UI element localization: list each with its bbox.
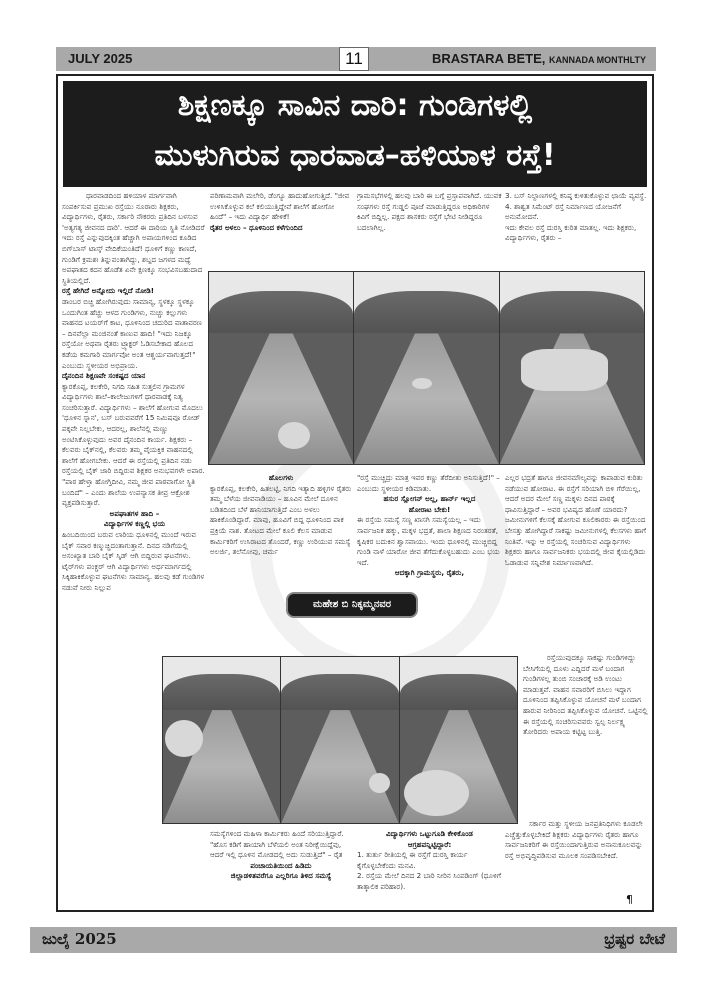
subheading: ಅಪಘಾತಗಳ ಹಾದಿ –	[109, 508, 160, 518]
subheading: ಆದಕ್ಕಾಗಿ ಗ್ರಾಮಸ್ಥರು, ರೈತರು,	[394, 568, 465, 578]
subheading: ಜಿಲ್ಲಾಡಳಿತವರೆಗೂ ಎಲ್ಲರಿಗೂ ತಿಳಿದ ಸಮಸ್ಯೆ	[230, 871, 332, 881]
road-photo	[400, 657, 517, 823]
paragraph: ಸಮಸ್ಯೆಗಳಿಂದ ಮಹಿಳಾ ಕಾರ್ಮಿಕರು ಹಿಂದೆ ಸರಿಯುತ್ತಿದ್ದಾರೆ. "ಹೊಸ ಕಡಿಗೆ ಹಾಯಾಗಿ ಬೆಳೆಯಲಿ ಅಂತ ನಿರೀಕ್ಷೆಯಿದ್ದೆವು, ಆದರೆ ಇಲ್ಲಿ ಧೂಳಿನ ಮೋಡದಲ್ಲಿ ಅದು ಸುಡುತ್ತಿದೆ" – ರೈತ	[210, 829, 344, 860]
column-4-top	[505, 191, 648, 271]
subheading: ಹಸುರ ಸ್ಲೋಗನ್ ಅಲ್ಲ, ಹಾರ್ನ್ ಇಲ್ಲದ	[383, 494, 476, 504]
headline-line-1: ಶಿಕ್ಷಣಕ್ಕೂ ಸಾವಿನ ದಾರಿ: ಗುಂಡಿಗಳಲ್ಲಿ	[177, 88, 533, 123]
subheading: ವಿದ್ಯಾರ್ಥಿಗಳು ಒಟ್ಟುಗೂಡಿ ಕೇಳಿಕೊಂಡ	[386, 829, 473, 838]
column-4-narrow	[523, 653, 648, 819]
subheading: ದೈನಂದಿನ ಶಿಕ್ಷಣವೇ ಸಂಕಷ್ಟದ ಯಾನ	[62, 371, 146, 381]
road-photo	[281, 657, 399, 823]
paragraph: ರಸ್ತೆಯುವುದಕ್ಕೂ ಸಾಕಷ್ಟು ಗುಂಡಿಗಳಿದ್ದು ಬೇಸಿಗೆಯಲ್ಲಿ ದೂಳು ಎದ್ದಿದರೆ ಮಳೆ ಬಂದಾಗ ಗುಂಡಿಗಳಲ್ಲ ತುಂಬಿ ಸಂಚಾರಕ್ಕೆ ಅಡಿ ಉಂಟು ಮಾಡುತ್ತವೆ. ವಾಹನ ಸವಾರರಿಗೆ ಬಿಸಿಲು ಇದ್ದಾಗ ದೂಳಿನಿಂದ ತಪ್ಪಿಸಿಕೊಳ್ಳುವ ಯೋಚನೆ ಮಳೆ ಬಂದಾಗ ಹಾರುವ ನೀರಿನಿಂದ ತಪ್ಪಿಸಿಕೊಳ್ಳುವ ಯೋಚನೆ. ಒಟ್ಟಿನಲ್ಲಿ ಈ ರಸ್ತೆಯಲ್ಲಿ ಸಂಚರಿಸುವವರು ಸ್ವಲ್ಪ ನಿರ್ಲಕ್ಷ್ಯ ತೋರಿದರು ಅಪಾಯ ಕಟ್ಟಿಟ್ಟ ಬುತ್ತಿ.	[523, 653, 648, 737]
subheading: ಹೊಲಗಳು	[268, 473, 294, 482]
paragraph: ಡಾಂಬರ ಬಿಚ್ಚಿ ಹೋಗಿರುವುದು ಸಾಮಾನ್ಯ, ಸ್ಥಳಕ್ಕೂ ಸ್ಥಳಕ್ಕೂ ಒಂದುಗಿಂತ ಹೆಚ್ಚು ಆಳದ ಗುಂಡಿಗಳು, ನುಚ್ಚು ಕಲ್ಲುಗಳು ವಾಹನದ ಟಯರ್‌ಗೆ ಕಾಟ, ಧೂಳಿನಿಂದ ಚದುರಿದ ವಾತಾವರಣ – ದಿನವೆಲ್ಲಾ ಮಂಜಿನಂತೆ ಕಾಣುವ ಹಾದಿ! "ಇದು ನಿಜಕ್ಕೂ ರಸ್ತೆಯೋ ಅಥವಾ ರೈತರು ಟ್ರ್ಯಾಕ್ಟರ್ ಓಡಿಸಬೇಕಾದ ಹೊಲದ ಕಡೆಯ ಕಮಗಾರಿ ಮಾರ್ಗವೋ ಅಂತ ಆಶ್ಚರ್ಯವಾಗುತ್ತದೆ!" ಎಂಬುದು ಸ್ಥಳೀಯರ ಅಭಿಪ್ರಾಯ.	[62, 296, 202, 370]
subheading: ವಿದ್ಯಾರ್ಥಿಗಳ ಕಣ್ಣಲ್ಲಿ ಭಯ	[103, 519, 166, 529]
paragraph: ಸರ್ಕಾರ ಮತ್ತು ಸ್ಥಳೀಯ ಜನಪ್ರತಿನಿಧಿಗಳು ಕೂಡಲೇ ಎಚ್ಚೆತ್ತುಕೊಳ್ಳಬೇಕಿದೆ ಶಿಕ್ಷಕರು ವಿದ್ಯಾರ್ಥಿಗಳು ರೈತರು ಹಾಗೂ ಸಾರ್ವಜನಿಕರಿಗೆ ಈ ರಸ್ತೆಯಿಂದಾಗುತ್ತಿರುವ ಅನಾನುಕೂಲವನ್ನು ರಸ್ತೆ ಅಭಿವೃದ್ಧಿಪಡಿಸುವ ಮೂಲಕ ಸಂಪಡಿಸಬೇಕಿದೆ.	[505, 819, 643, 860]
list-item: 3. ಬಸ್ ನಿಲ್ದಾಣಗಳಲ್ಲಿ ಕನಿಷ್ಠ ಕುಳಿತುಕೊಳ್ಳುವ ಛಾಯೆ ವ್ಯವಸ್ಥೆ.	[505, 191, 647, 200]
paragraph: ಗ್ರಾಮಸಭೆಗಳಲ್ಲಿ ಹಲವು ಬಾರಿ ಈ ಬಗ್ಗೆ ಪ್ರಸ್ತಾಪವಾಗಿದೆ. ಯುವಕ ಸಂಘಗಳು ರಸ್ತೆ ಗುಡ್ಡಲಿ ಪೂಜೆ ಮಾಡುತ್ತಿದ್ದರೂ ಅಧಿಕಾರಿಗಳ ಕಿವಿಗೆ ಬಿದ್ದಿಲ್ಲ. ಪಕ್ಷದ ಶಾಸಕರು ರಸ್ತೆಗೆ ಭೇಟಿ ನೀಡಿದ್ದರೂ ಬದಲಾಗಿಲ್ಲ.	[357, 191, 502, 232]
brand-name: BRASTARA BETE,	[431, 51, 546, 66]
page-header-bar	[56, 47, 656, 71]
author-byline: ಮಹೇಶ ಬಿ ನಿಕ್ಕಮ್ಮನವರ	[286, 592, 418, 618]
footer-date: ಜುಲೈ 2025	[42, 930, 117, 948]
paragraph: ಹಿಂಬದಿಯಿಂದ ಬರುವ ಲಾರಿಯ ಧೂಳಿನಲ್ಲಿ ಮುಂದೆ ಇರುವ ಬೈಕ್ ಸವಾರ ಕಣ್ಮುಚ್ಚಿದಂತಾಗುತ್ತಾನೆ. ದಿನದ ನಡಿಗೆಯಲ್ಲಿ ಅಸಂಖ್ಯಾತ ಬಾರಿ ಬೈಕ್ ಸ್ಕಿಡ್ ಆಗಿ ಬಿದ್ದಿರುವ ಘಟನೆಗಳು. ಟೈರ್‌ಗಳು ಪಂಕ್ಚರ್ ಆಗಿ ವಿದ್ಯಾರ್ಥಿಗಳು ಅರ್ಧಮಾರ್ಗದಲ್ಲಿ ಸಿಕ್ಕಿಹಾಕಿಕೊಳ್ಳುವ ಘಟನೆಗಳು ಸಾಮಾನ್ಯ. ಹಲವು ಕಡೆ ಗುಂಡಿಗಳ ನಡುವೆ ನೀರು ನಿಲ್ಲುವ	[62, 530, 205, 592]
subheading: ಪಂಚಾಯತಿಯಿಂದ ಹಿಡಿದು	[250, 860, 312, 870]
subheading: ರಸ್ತೆ ಹೇಗಿದೆ ಅನ್ನೋದು ಇಲ್ಲಿದೆ ನೋಡಿ!	[62, 286, 155, 296]
column-4-middle	[505, 473, 648, 653]
column-2-bottom	[210, 829, 352, 907]
paragraph: ಪರಿಣಾಮವಾಗಿ ಮಲೇರಿ, ಡೆಂಗ್ಯೂ ಹಾದುಹೋಗುತ್ತಿದೆ. "ಜೀವ ಉಳಿಸಿಕೊಳ್ಳುವ ಕಲೆ ಕಲಿಯುತ್ತಿದ್ದೇವೆ ಶಾಲೆಗೆ ಹೋಗೋ ಹಿಂದೆ" – ಇದು ವಿದ್ಯಾರ್ಥಿ ಹೇಳಿಕೆ!	[210, 191, 350, 222]
paragraph: ಧಾರವಾಡದಿಂದ ಹಳಿಯಾಳ ಮಾರ್ಗವಾಗಿ ಸಂಪರ್ಕಿಸುವ ಪ್ರಮುಖ ರಸ್ತೆಯು ನೂರಾರು ಶಿಕ್ಷಕರು, ವಿದ್ಯಾರ್ಥಿಗಳು, ರೈತರು, ಸರ್ಕಾರಿ ನೌಕರರು ಪ್ರತಿದಿನ ಬಳಸುವ 'ಅತ್ಯಗತ್ಯ ಜೀವನದ ದಾರಿ'. ಆದರೆ ಈ ದಾರಿಯ ಸ್ಥಿತಿ ನೋಡಿದರೆ ಇದು ರಸ್ತೆ ಎನ್ನುವುದಕ್ಕಿಂತ ಹೆಚ್ಚಾಗಿ ಅಪಾಯಗಳಿಂದ ಕೂಡಿದ ಬಿಗ್‌ಬಾಸ್ ಟಾಸ್ಕ್ ವೇದಿಕೆಯಂತಿದೆ! ಧೂಳಿಗೆ ಕಣ್ಣು ಕಾಣದೆ, ಗುಂಡಿಗೆ ಕ್ರಮಶಃ ತಿನ್ನುವಂತಾಗಿದ್ದು, ಶಬ್ದದ ಜಗಳದ ಮಧ್ಯೆ ಅಪಘಾತದ ಕದನ ಹೊಡೆತ ಏನೇ ಕ್ಷಣಕ್ಕೂ ಸಂಭವಿಸಬಹುದಾದ ಸ್ಥಿತಿಯಲ್ಲಿದೆ.	[62, 191, 205, 285]
road-photo	[500, 272, 644, 464]
list-item: 1. ತುರ್ತು ರೀತಿಯಲ್ಲಿ ಈ ರಸ್ತೆಗೆ ದುರಸ್ತಿ ಕಾರ್ಯ ಕೈಗೊಳ್ಳಬೇಕೆಂದು ಮನವಿ.	[357, 850, 468, 870]
road-photo	[209, 272, 354, 464]
subheading: ಆಗ್ರಹವನ್ನಿಟ್ಟಿದ್ದಾರೆ:	[407, 839, 452, 849]
column-3-middle	[357, 473, 502, 649]
paragraph: ಎಲ್ಲರ ಭದ್ರತೆ ಹಾಗೂ ಜೀವನಮೌಲ್ಯವನ್ನು ಕಾಪಾಡುವ ಕುರಿತು ನಡೆಯುವ ಹೋರಾಟ. ಈ ರಸ್ತೆಗೆ ಸರಿಯಾಗಿ ಬಿಳಿ ಗೆರೆಯಿಲ್ಲ, ಆದರೆ ಅದರ ಮೇಲೆ ಸಣ್ಣ ಮಕ್ಕಳು ದಿನದ ಪಾಠಕ್ಕೆ ಧಾವಿಸುತ್ತಿದ್ದಾರೆ – ಅವರ ಭವಿಷ್ಯದ ಹೊಣೆ ಯಾರದು? ಜಮೀನುಗಳಿಗೆ ಕೆಲಸಕ್ಕೆ ಹೋಗುವ ಕೂಲಿಕಾರರು ಈ ರಸ್ತೆಯಿಂದ ಬೇಸತ್ತು ಹೋಗಿದ್ದಾರೆ ಸಾಕಷ್ಟು ಜಮೀನುಗಳಲ್ಲಿ ಕೆಲಸಗಳು ಹಾಗೆ ನಿಂತಿವೆ. ಇನ್ನು ಆ ರಸ್ತೆಯಲ್ಲಿ ಸಂಚರಿಸುವ ವಿದ್ಯಾರ್ಥಿಗಳು ಶಿಕ್ಷಕರು ಹಾಗೂ ಸಾರ್ವಜನಿಕರು ಭಯದಲ್ಲಿ ಜೀವ ಕೈಯಲ್ಲಿಡಿದು ಓಡಾಡುವ ಸನ್ನಿವೇಶ ನಿರ್ಮಾಣವಾಗಿದೆ.	[505, 473, 647, 567]
headline	[63, 81, 647, 187]
photo-strip-top	[208, 271, 645, 465]
subheading: ರೈತರ ಅಳಲು – ಧೂಳಿನಿಂದ ಕಳೆಗುಂದಿದ	[210, 222, 303, 232]
paragraph: ಈ ರಸ್ತೆಯ ಸಮಸ್ಯೆ ಸಣ್ಣ ಖಾಸಗಿ ಸಮಸ್ಯೆಯಲ್ಲ – ಇದು ಸಾರ್ವಜನಿಕ ಹಕ್ಕು, ಮಕ್ಕಳ ಭದ್ರತೆ, ಶಾಲಾ ಶಿಕ್ಷಣದ ನಿರಂತರತೆ, ಕೃಷಿಕರ ಬದುಕಿನ ಶ್ವಾಸವಾಯು. ಇಂದು ಧೂಳಿನಲ್ಲಿ ಮುಚ್ಚಿಬಿದ್ದ ಗುಂಡಿ ನಾಳೆ ಯಾರೋ ಜೀವ ತೆಗೆದುಕೊಳ್ಳಬಹುದು ಎಂಬ ಭಯ ಇದೆ.	[357, 515, 500, 567]
header-brand	[432, 51, 646, 66]
paragraph: ಕ್ಯಾರಕೊಪ್ಪ, ಕಲಕೇರಿ, ಹಿತಲಟ್ಟಿ, ನಿಗದಿ ಇತ್ಯಾದಿ ಹಳ್ಳಿಗಳ ರೈತರು ತಮ್ಮ ಬೆಳೆಯ ಜೀವನಾಡಿಯು – ಹೂವಿನ ಮೇಲೆ ದೂಳಿನ ಬಡಿತದಿಂದ ಬೆಳೆ ಹಾನಿಯಾಗುತ್ತಿದೆ ಎಂಬ ಅಳಲು ಹಾಕಿಕೊಂಡಿದ್ದಾರೆ. ಮಾವು, ಹೂವಿಗೆ ಬಿದ್ದ ಧೂಳಿನಿಂದ ಪಾಕ ಪ್ರಕ್ರಿಯೆ ನಾಶ. ತೋಟದ ಮೇಲೆ ಕೂಲಿ ಕೆಲಸ ಮಾಡುವ ಕಾರ್ಮಿಕರಿಗೆ ಉಸಿರಾಟದ ತೊಂದರೆ, ಕಣ್ಣು ಉರಿಯುವ ಸಮಸ್ಯೆ ಅಲರ್ಜಿ, ತಲೆನೋವು, ಚರ್ಮ	[210, 483, 352, 557]
header-date: JULY 2025	[68, 51, 133, 66]
column-3-bottom	[357, 829, 502, 907]
column-3-top	[357, 191, 502, 271]
column-2-top	[210, 191, 352, 271]
paragraph: ಇದು ಕೇವಲ ರಸ್ತೆ ದುರಸ್ತಿ ಕುರಿತ ಮಾತಲ್ಲ. ಇದು ಶಿಕ್ಷಕರು, ವಿದ್ಯಾರ್ಥಿಗಳು, ರೈತರು –	[505, 222, 637, 243]
list-item: 2. ರಸ್ತೆಯ ಮೇಲೆ ದಿನದ 2 ಬಾರಿ ನೀರಿನ ಸಿಂಪಡಿಂಗ್ (ಧೂಳಿಗೆ ತಾತ್ಕಾಲಿಕ ಪರಿಹಾರ).	[357, 871, 502, 891]
page-footer-bar	[30, 927, 677, 953]
page-number: 11	[339, 47, 369, 71]
road-photo	[354, 272, 499, 464]
headline-line-2: ಮುಳುಗಿರುವ ಧಾರವಾಡ–ಹಳಿಯಾಳ ರಸ್ತೆ!	[154, 138, 556, 173]
column-2-middle	[210, 473, 352, 588]
photo-strip-bottom	[162, 656, 518, 824]
subheading: ಹೋರಾಟ ಬೇಕು!	[408, 504, 451, 514]
end-mark: ¶	[626, 893, 633, 906]
brand-subtitle: KANNADA MONTHLTY	[549, 55, 646, 65]
footer-brand: ಭ್ರಷ್ಟರ ಬೇಟೆ	[604, 930, 665, 948]
paragraph: ಕ್ಯಾರಕೊಪ್ಪ, ಕಲಕೇರಿ, ನಿಗದಿ ಸಹಿತ ಸುತ್ತಲಿನ ಗ್ರಾಮಗಳ ವಿದ್ಯಾರ್ಥಿಗಳು ಶಾಲೆ–ಕಾಲೇಜುಗಳಿಗೆ ಧಾರವಾಡಕ್ಕೆ ನಿತ್ಯ ಸಂಚರಿಸುತ್ತಾರೆ. ವಿದ್ಯಾರ್ಥಿಗಳು – ಶಾಲೆಗೆ ಹೋಗುವ ಮೊದಲು 'ಧೂಳಿನ ಸ್ನಾನ', ಬಸ್ ಬರುವವರೆಗೆ 15 ನಿಮಿಷವೂ ರೋಡ್ ಪಕ್ಕವೇ ನಿಲ್ಲಬೇಕು, ಆದರಲ್ಲ, ಶಾಲೆನಲ್ಲಿ ಮಣ್ಣು ಅಂಟಿಸಿಕೊಳ್ಳುವುದು ಅವರ ದೈನಂದಿನ ಕಾರ್ಯ. ಶಿಕ್ಷಕರು – ಕೆಲವರು ಬೈಕ್‌ನಲ್ಲಿ, ಕೆಲವರು ತಮ್ಮ ವೈಯಕ್ತಿಕ ವಾಹನದಲ್ಲಿ ಶಾಲೆಗೆ ಹೋಗಬೇಕು. ಆದರೆ ಈ ರಸ್ತೆಯಲ್ಲಿ ಪ್ರತಿದಿನ ನಡು ರಸ್ತೆಯಲ್ಲಿ ಬೈಕ್ ಜಾರಿ ಬಿದ್ದಿರುವ ಶಿಕ್ಷಕರ ಅನುಭವಗಳೇ ಅಪಾರ. "ಪಾಠ ಹೇಳ್ತಾ ಹೋಗ್ತಿದೀವಿ, ನಮ್ಮ ಜೀವ ಪಾಠವಾಗೋ ಸ್ಥಿತಿ ಬಂದಿದೆ" – ಎಂದು ಶಾಲೆಯ ಉಪನ್ಯಾಸಕ ತೀವ್ರ ಆಕ್ರೋಶ ವ್ಯಕ್ತಪಡಿಸುತ್ತಾರೆ.	[62, 381, 205, 508]
list-item: 4. ಶಾಶ್ವತ ಸಿಮೆಂಟ್ ರಸ್ತೆ ನಿರ್ಮಾಣದ ಯೋಜನೆಗೆ ಅನುಮೋದನೆ.	[505, 201, 622, 222]
paragraph: "ರಸ್ತೆ ಮುಚ್ಚಿದ್ರು ಮಾತ್ರ ಇವರ ಕಣ್ಣು ತೆರೆದೀತು ಅನಿಸುತ್ತಿದೆ!" – ಎಂಬುದು ಸ್ಥಳೀಯರ ಕಿಡಿಮಾತು.	[357, 473, 500, 493]
road-photo	[163, 657, 281, 823]
